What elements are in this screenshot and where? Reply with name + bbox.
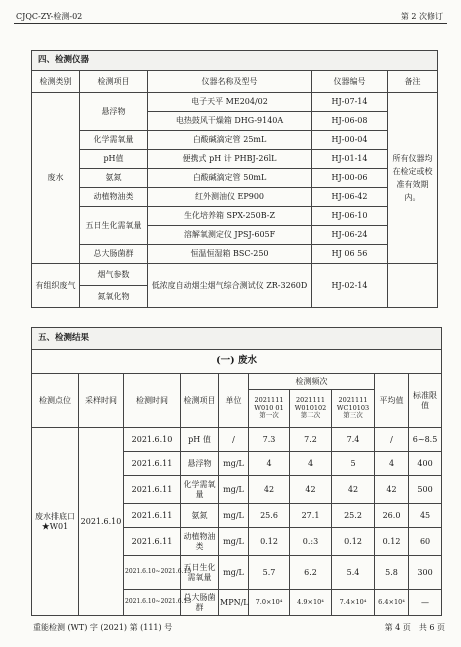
header-point: 检测点位 (32, 374, 79, 428)
report-number: 重能检测 (WT) 字 (2021) 第 (111) 号 (33, 623, 173, 632)
limit: 6~8.5 (409, 428, 442, 452)
sample-header (332, 390, 375, 428)
test-time: 2021.6.10 (124, 428, 181, 452)
instrument-code: HJ-07-14 (312, 93, 388, 112)
value: 4 (249, 452, 290, 476)
col-header: 检测项目 (80, 71, 148, 93)
header-unit: 单位 (219, 374, 249, 428)
unit: MPN/L (219, 590, 249, 616)
sample-header (249, 390, 290, 428)
value: 5 (332, 452, 375, 476)
instrument-name: 白酸碱滴定管 25mL (148, 131, 312, 150)
value: 42 (290, 476, 332, 504)
instrument-code: HJ-06-24 (312, 226, 388, 245)
sample-header (290, 390, 332, 428)
instrument-name: 电子天平 ME204/02 (148, 93, 312, 112)
instrument-name: 白酸碱滴定管 50mL (148, 169, 312, 188)
col-header: 仪器编号 (312, 71, 388, 93)
test-time: 2021.6.10~2021.6.15 (124, 556, 181, 590)
header-sample-time: 采样时间 (79, 374, 124, 428)
value: 7.0×10⁴ (249, 590, 290, 616)
item-cell: 化学需氧量 (80, 131, 148, 150)
limit: 45 (409, 504, 442, 528)
value: 7.4 (332, 428, 375, 452)
instrument-code: HJ-02-14 (312, 264, 388, 308)
average: 4 (375, 452, 409, 476)
item-cell: 动植物油类 (80, 188, 148, 207)
results-table (31, 327, 442, 616)
item-cell: 总大肠菌群 (80, 245, 148, 264)
instrument-code: HJ-06-08 (312, 112, 388, 131)
average: 6.4×10⁴ (375, 590, 409, 616)
doc-code: CJQC-ZY-检测-02 (16, 12, 83, 21)
col-header: 备注 (388, 71, 438, 93)
value: 25.2 (332, 504, 375, 528)
page-number: 第 4 页 共 6 页 (384, 623, 445, 632)
value: 0.12 (332, 528, 375, 556)
item: 悬浮物 (181, 452, 219, 476)
col-header: 仪器名称及型号 (148, 71, 312, 93)
value: 42 (332, 476, 375, 504)
instrument-name: 电热鼓风干燥箱 DHG-9140A (148, 112, 312, 131)
instrument-code: HJ-00-06 (312, 169, 388, 188)
results-subtitle: (一) 废水 (32, 350, 442, 374)
instrument-code: HJ-00-04 (312, 131, 388, 150)
sample-label: 第二次 (300, 411, 321, 420)
average: 0.12 (375, 528, 409, 556)
item: 总大肠菌群 (181, 590, 219, 616)
item-cell: 悬浮物 (80, 93, 148, 131)
unit: mg/L (219, 504, 249, 528)
item: 五日生化需氧量 (181, 556, 219, 590)
instrument-code: HJ-01-14 (312, 150, 388, 169)
unit: mg/L (219, 556, 249, 590)
unit: mg/L (219, 528, 249, 556)
limit: 300 (409, 556, 442, 590)
instrument-code: HJ-06-10 (312, 207, 388, 226)
average: / (375, 428, 409, 452)
item: 氨氮 (181, 504, 219, 528)
value: 5.4 (332, 556, 375, 590)
item: 动植物油类 (181, 528, 219, 556)
sample-time-cell: 2021.6.10 (79, 428, 124, 616)
instrument-name: 生化培养箱 SPX-250B-Z (148, 207, 312, 226)
header-test-time: 检测时间 (124, 374, 181, 428)
value: 6.2 (290, 556, 332, 590)
col-header: 检测类别 (32, 71, 80, 93)
limit: 500 (409, 476, 442, 504)
item-cell: 氨氮 (80, 169, 148, 188)
average: 26.0 (375, 504, 409, 528)
value: 27.1 (290, 504, 332, 528)
item-cell: 氮氧化物 (80, 286, 148, 308)
sample-label: 第三次 (343, 411, 363, 420)
sample-label: 第一次 (259, 411, 279, 420)
value: 0.12 (249, 528, 290, 556)
unit: / (219, 428, 249, 452)
section-title-instruments: 四、检测仪器 (32, 51, 438, 71)
average: 5.8 (375, 556, 409, 590)
value: 42 (249, 476, 290, 504)
test-time: 2021.6.10~2021.6.13 (124, 590, 181, 616)
header-average: 平均值 (375, 374, 409, 428)
sample-code: 2021111 W010 01 (254, 396, 284, 412)
item: 化学需氧量 (181, 476, 219, 504)
revision: 第 2 次修订 (400, 12, 443, 21)
item-cell: 五日生化需氧量 (80, 207, 148, 245)
header-frequency: 检测频次 (249, 374, 375, 390)
value: 25.6 (249, 504, 290, 528)
instrument-name: 低浓度自动烟尘烟气综合测试仪 ZR-3260D (148, 264, 312, 308)
instrument-code: HJ 06 56 (312, 245, 388, 264)
value: 4.9×10⁴ (290, 590, 332, 616)
value: 7.4×10⁴ (332, 590, 375, 616)
instrument-name: 恒温恒湿箱 BSC-250 (148, 245, 312, 264)
instrument-name: 红外测油仪 EP900 (148, 188, 312, 207)
value: 5.7 (249, 556, 290, 590)
item-cell: 烟气参数 (80, 264, 148, 286)
unit: mg/L (219, 452, 249, 476)
category-cell: 废水 (32, 93, 80, 264)
value: 0.:3 (290, 528, 332, 556)
remark-empty (388, 264, 438, 308)
instrument-name: 便携式 pH 计 PHBJ-26lL (148, 150, 312, 169)
value: 7.3 (249, 428, 290, 452)
page-header (14, 8, 447, 24)
average: 42 (375, 476, 409, 504)
instrument-name: 溶解氧测定仪 JPSJ-605F (148, 226, 312, 245)
category-cell: 有组织废气 (32, 264, 80, 308)
test-time: 2021.6.11 (124, 528, 181, 556)
value: 7.2 (290, 428, 332, 452)
header-item: 检测项目 (181, 374, 219, 428)
item-cell: pH值 (80, 150, 148, 169)
section-title-results: 五、检测结果 (32, 328, 442, 350)
header-rule (14, 23, 447, 24)
limit: 400 (409, 452, 442, 476)
point-cell: 废水排底口★W01 (32, 428, 79, 616)
value: 4 (290, 452, 332, 476)
test-time: 2021.6.11 (124, 504, 181, 528)
test-time: 2021.6.11 (124, 452, 181, 476)
limit: — (409, 590, 442, 616)
sample-code: 2021111 WC10103 (336, 396, 370, 412)
test-time: 2021.6.11 (124, 476, 181, 504)
instrument-table (31, 50, 438, 308)
instrument-code: HJ-06-42 (312, 188, 388, 207)
sample-code: 2021111 W010102 (294, 396, 327, 412)
item: pH 值 (181, 428, 219, 452)
header-limit: 标准限值 (409, 374, 442, 428)
unit: mg/L (219, 476, 249, 504)
limit: 60 (409, 528, 442, 556)
remark-cell: 所有仪器均在检定或校准有效期内。 (388, 93, 438, 264)
